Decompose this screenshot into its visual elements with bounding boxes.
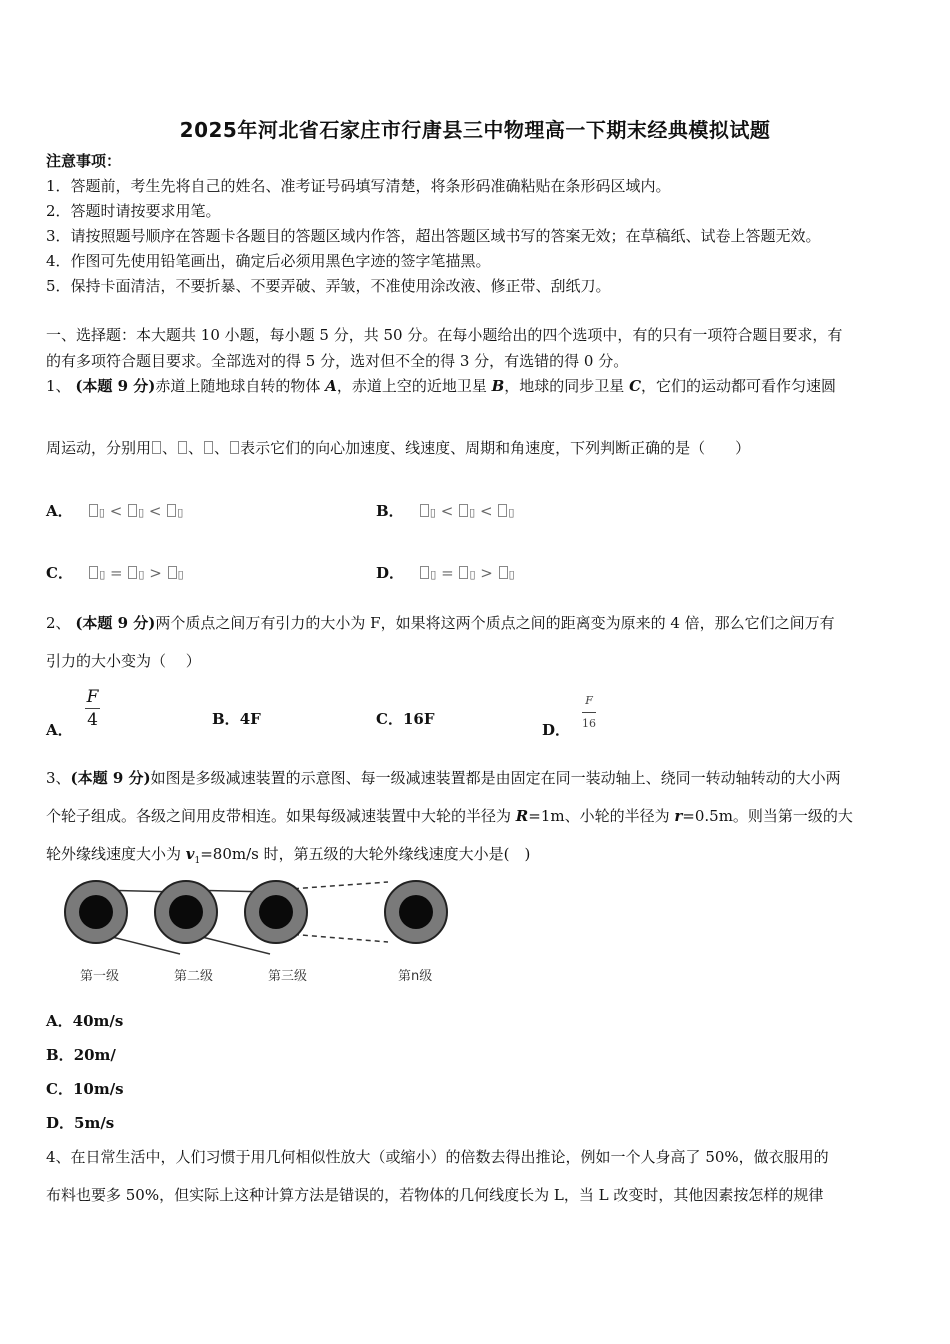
q3-var-r-big: R: [515, 807, 529, 825]
option-label: A．: [46, 502, 73, 520]
q2-stem-line1: [46, 612, 835, 634]
option-text: 10m/s: [72, 1080, 124, 1098]
q2-stem-line2: 引力的大小变为（ ）: [46, 652, 201, 670]
q4-text: 在日常生活中，人们习惯于用几何相似性放大（或缩小）的倍数去得出推论，例如一个人身高了 50%，做衣服用的: [70, 1148, 829, 1166]
belts: [96, 882, 388, 954]
option-text: 4F: [239, 710, 261, 728]
option-label: B．: [46, 1046, 74, 1064]
option-label: D．: [376, 564, 405, 582]
q3-text: =0.5m。则当第一级的大: [682, 807, 853, 825]
option-label: C．: [46, 1080, 73, 1098]
q1-var-c: C: [629, 377, 642, 395]
level-label: 第一级: [80, 969, 120, 984]
q3-text: =1m、小轮的半径为: [528, 807, 675, 825]
q4-stem-line1: [46, 1146, 829, 1168]
q3-option-c[interactable]: [46, 1078, 124, 1100]
option-label: A．: [46, 720, 73, 739]
q3-text: 如图是多级减速装置的示意图、每一级减速装置都是由固定在同一装动轴上、绕同一转动轴转动的大小两: [150, 769, 841, 787]
option-expression: ▯ < ▯ < ▯: [419, 502, 514, 520]
q2-option-a[interactable]: [46, 686, 100, 739]
q2-option-c[interactable]: [376, 708, 434, 730]
symbol-placeholder: [230, 441, 239, 454]
notice-item: 4．作图可先使用铅笔画出，确定后必须用黑色字迹的签字笔描黑。: [46, 252, 491, 270]
notice-item: 1．答题前，考生先将自己的姓名、准考证号码填写清楚，将条形码准确粘贴在条形码区域内。: [46, 177, 671, 195]
q1-option-a[interactable]: [46, 500, 183, 524]
option-label: D．: [542, 720, 571, 739]
q3-var-v: v: [185, 845, 195, 863]
separator: 、: [214, 439, 230, 457]
q3-text: 个轮子组成。各级之间用皮带相连。如果每级减速装置中大轮的半径为: [46, 807, 516, 825]
q1-option-d[interactable]: [376, 562, 515, 586]
q1-stem-line2: [46, 437, 750, 459]
q2-number: 2、: [46, 614, 71, 632]
q1-text: ，赤道上空的近地卫星: [336, 377, 492, 395]
option-text: 40m/s: [72, 1012, 124, 1030]
q3-text: 轮外缘线速度大小为: [46, 845, 186, 863]
q3-option-d[interactable]: [46, 1112, 114, 1134]
q3-points: (本题 9 分): [70, 769, 151, 787]
q3-option-b[interactable]: [46, 1044, 116, 1066]
separator: 、: [162, 439, 178, 457]
q3-number: 3、: [46, 769, 71, 787]
q2-text: 两个质点之间万有引力的大小为 F，如果将这两个质点之间的距离变为原来的 4 倍，那么它们之间万有: [155, 614, 835, 632]
level-label: 第三级: [268, 969, 308, 984]
q1-var-b: B: [491, 377, 505, 395]
option-label: D．: [46, 1114, 75, 1132]
option-expression: ▯ = ▯ > ▯: [88, 564, 183, 582]
option-expression: ▯ < ▯ < ▯: [88, 502, 183, 520]
notice-heading: 注意事项：: [46, 152, 122, 170]
notice-item: 3．请按照题号顺序在答题卡各题目的答题区域内作答，超出答题区域书写的答案无效；在草稿纸、试卷上答题无效。: [46, 227, 821, 245]
option-label: C．: [46, 564, 73, 582]
level-label: 第二级: [174, 969, 214, 984]
section-intro-line2: 的有多项符合题目要求。全部选对的得 5 分，选对但不全的得 3 分，有选错的得 0 分。: [46, 352, 629, 370]
option-expression: ▯ = ▯ > ▯: [419, 564, 514, 582]
section-intro-line1: 一、选择题：本大题共 10 小题，每小题 5 分，共 50 分。在每小题给出的四个选项中，有的只有一项符合题目要求，有: [46, 326, 843, 344]
symbol-placeholder: [152, 441, 161, 454]
option-text: 20m/: [73, 1046, 116, 1064]
option-text: 16F: [402, 710, 435, 728]
option-label: A．: [46, 1012, 73, 1030]
q1-text: 赤道上随地球自转的物体: [155, 377, 326, 395]
q1-text: ，它们的运动都可看作匀速圆: [641, 377, 837, 395]
q1-points: (本题 9 分): [75, 377, 156, 395]
level-label: 第n级: [398, 969, 433, 984]
option-label: B．: [376, 502, 404, 520]
q1-text: 表示它们的向心加速度、线速度、周期和角速度，下列判断正确的是（ ）: [240, 439, 751, 457]
notice-item: 2．答题时请按要求用笔。: [46, 202, 221, 220]
q4-number: 4、: [46, 1148, 71, 1166]
q4-stem-line2: 布料也要多 50%，但实际上这种计算方法是错误的，若物体的几何线度长为 L，当 L 改变时，其他因素按怎样的规律: [46, 1186, 824, 1204]
q3-var-r-small: r: [674, 807, 683, 825]
q1-text: 周运动，分别用: [46, 439, 152, 457]
wheel-level-n: [385, 881, 447, 943]
symbol-placeholder: [204, 441, 213, 454]
page-title: 2025年河北省石家庄市行唐县三中物理高一下期末经典模拟试题: [179, 118, 771, 142]
notice-item: 5．保持卡面清洁，不要折暴、不要弄破、弄皱，不准使用涂改液、修正带、刮纸刀。: [46, 277, 611, 295]
wheel-level-3: [245, 881, 307, 943]
symbol-placeholder: [178, 441, 187, 454]
fraction: $\frac{F}{16}$: [582, 690, 596, 735]
fraction: $\frac{F}{4}$: [86, 687, 99, 730]
q1-stem-line1: [46, 375, 836, 397]
q2-option-d[interactable]: [542, 690, 597, 739]
option-label: B．: [212, 710, 240, 728]
q2-option-b[interactable]: [212, 708, 261, 730]
q3-text: =80m/s 时，第五级的大轮外缘线速度大小是( ): [200, 845, 531, 863]
wheel-level-1: [65, 881, 127, 943]
q3-var-v-sub: 1: [194, 856, 201, 866]
q1-number: 1、: [46, 377, 71, 395]
separator: 、: [188, 439, 204, 457]
q3-stem-line3: [46, 843, 530, 872]
q2-points: (本题 9 分): [75, 614, 156, 632]
q3-stem-line1: [46, 767, 841, 789]
q3-stem-line2: [46, 805, 853, 827]
wheel-level-2: [155, 881, 217, 943]
q1-option-c[interactable]: [46, 562, 184, 586]
option-label: C．: [376, 710, 403, 728]
reduction-gear-diagram: [58, 872, 478, 992]
q1-option-b[interactable]: [376, 500, 514, 524]
q1-text: ，地球的同步卫星: [504, 377, 630, 395]
q3-option-a[interactable]: [46, 1010, 123, 1032]
option-text: 5m/s: [74, 1114, 115, 1132]
q1-var-a: A: [325, 377, 337, 395]
